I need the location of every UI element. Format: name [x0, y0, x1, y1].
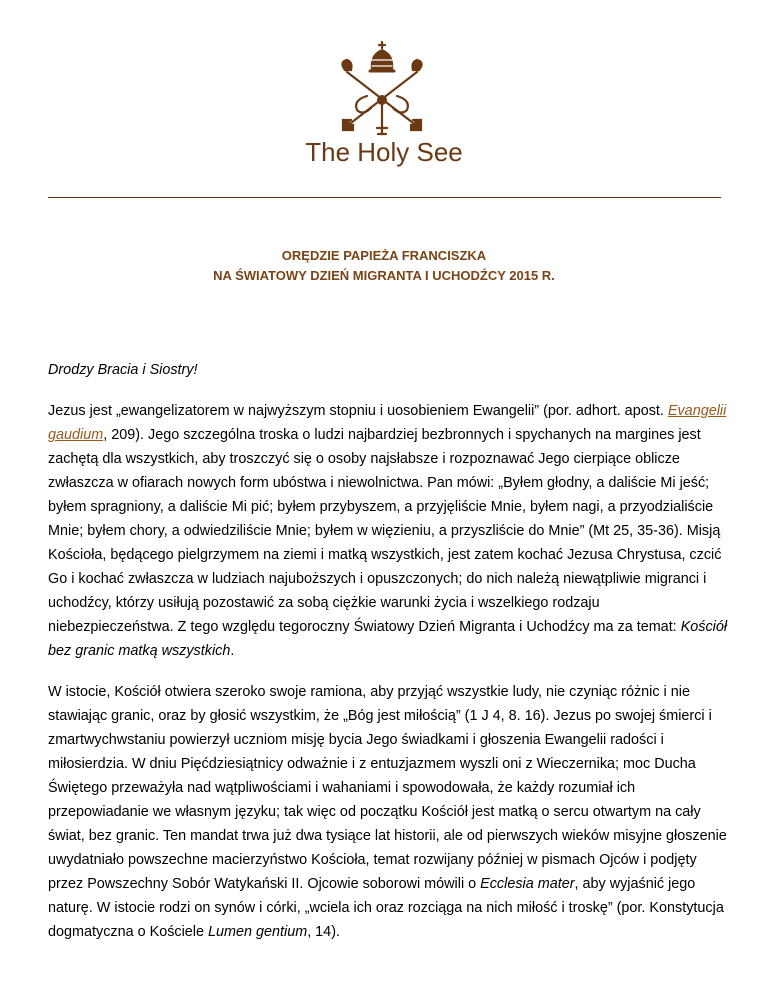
paragraph-1-text-a: Jezus jest „ewangelizatorem w najwyższym stopniu i uosobieniem Ewangelii” (por. adhort. apost. — [48, 403, 668, 419]
greeting: Drodzy Bracia i Siostry! — [48, 362, 198, 378]
header-divider — [48, 197, 721, 198]
paragraph-1-text-c: . — [230, 643, 235, 659]
paragraph-1 — [48, 399, 728, 663]
paragraph-2-text-a: W istocie, Kościół otwiera szeroko swoje ramiona, aby przyjąć wszystkie ludy, nie czyniąc różnic i nie stawiając granic, oraz by głosić wszystkim, że „Bóg jest miłością” (1 J 4, 8. 16). Jezus po swojej śmierci i zmartwychwstaniu powierzył uczniom misję bycia Jego świadkami i głoszenia Ewangelii radości i miłosierdzia. W dniu Pięćdziesiątnicy odważnie i z entuzjazmem wyszli oni z Wieczernika; moc Ducha Świętego przeważyła nad wątpliwościami i wahaniami i spowodowała, że każdy rozumiał ich przepowiadanie we własnym języku; tak więc od początku Kościół jest matką o sercu otwartym na cały świat, bez granic. Ten mandat trwa już dwa tysiące lat historii, ale od pierwszych wieków misyjne głoszenie uwydatniało powszechne macierzyństwo Kościoła, temat rozwijany później w pismach Ojców i podjęty przez Powszechny Sobór Watykański II. Ojcowie soborowi mówili o — [48, 684, 727, 892]
document-title — [0, 246, 768, 286]
lumen-gentium-ref: Lumen gentium — [207, 924, 308, 940]
site-title[interactable]: The Holy See — [305, 137, 463, 167]
theme-title: Kościół bez granic matką wszystkich — [48, 619, 728, 659]
papal-coat-of-arms-icon — [339, 40, 425, 136]
document-body — [48, 358, 728, 961]
paragraph-2-text-c: , 14). — [307, 924, 340, 940]
paragraph-2-text-b: , aby wyjaśnić jego naturę. W istocie rodzi on synów i córki, „wciela ich oraz rozciąga na nich miłość i troskę” (por. Konstytucja dogmatyczna o Kościele — [48, 876, 724, 940]
document-title-line-2: NA ŚWIATOWY DZIEŃ MIGRANTA I UCHODŹCY 2015 R. — [213, 268, 555, 283]
ecclesia-mater-term: Ecclesia mater — [480, 876, 575, 892]
evangelii-gaudium-link[interactable]: Evangelii gaudium — [48, 403, 727, 443]
paragraph-2 — [48, 680, 728, 944]
paragraph-1-text-b: , 209). Jego szczególna troska o ludzi najbardziej bezbronnych i spychanych na margines jest zachętą dla wszystkich, aby troszczyć się o osoby najsłabsze i rozpoznawać Jego cierpiące oblicze zwłaszcza w ofiarach nowych form ubóstwa i niewolnictwa. Pan mówi: „Byłem głodny, a daliście Mi jeść; byłem spragniony, a daliście Mi pić; byłem przybyszem, a przyjęliście Mnie, byłem nagi, a przyodzialiście Mnie; byłem chory, a odwiedziliście Mnie; byłem w więzieniu, a przyszliście do Mnie” (Mt 25, 35-36). Misją Kościoła, będącego pielgrzymem na ziemi i matką wszystkich, jest zatem kochać Jezusa Chrystusa, czcić Go i kochać zwłaszcza w ludziach najuboższych i opuszczonych; do nich należą niewątpliwie migranci i uchodźcy, którzy usiłują pozostawić za sobą ciężkie warunki życia i wszelkiego rodzaju niebezpieczeństwa. Z tego względu tegoroczny Światowy Dzień Migranta i Uchodźcy ma za temat: — [48, 427, 722, 635]
document-title-line-1: ORĘDZIE PAPIEŻA FRANCISZKA — [281, 248, 487, 263]
